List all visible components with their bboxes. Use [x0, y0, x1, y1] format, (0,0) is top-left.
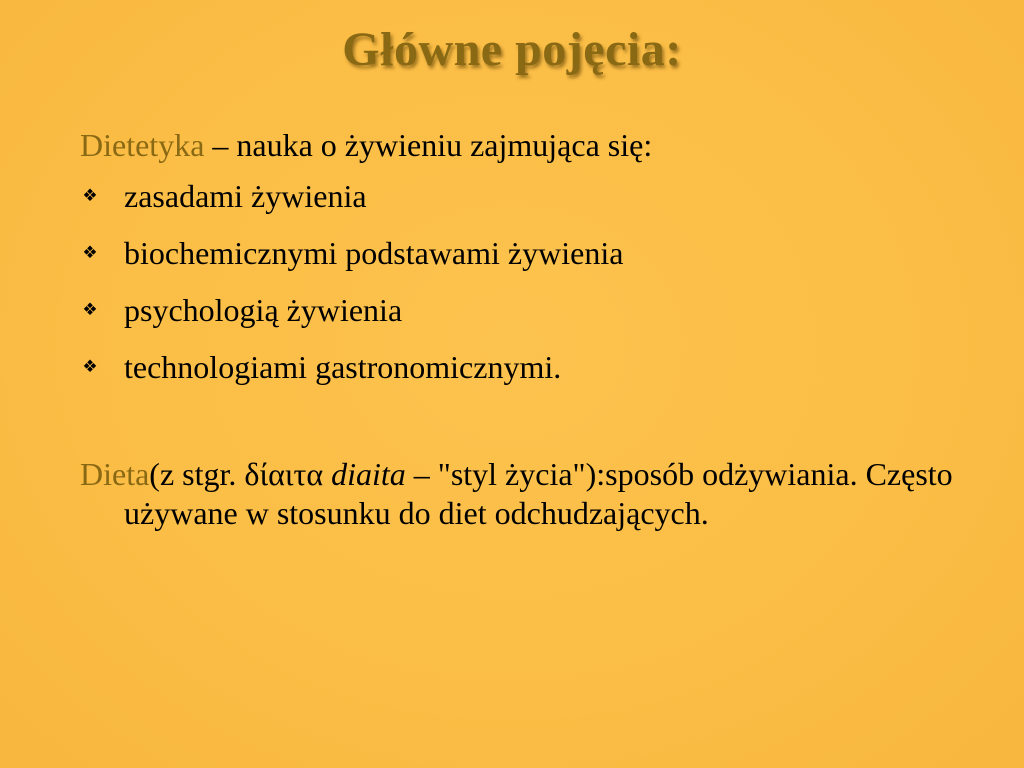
definition-text-part2: – "styl życia"):sposób odżywiania. Często używane w stosunku do diet odchudzających. — [124, 456, 953, 532]
four-diamond-bullet-icon: ❖ — [82, 243, 98, 263]
bullet-list — [80, 172, 960, 400]
list-item-text: zasadami żywienia — [124, 178, 367, 215]
list-item — [80, 286, 960, 343]
term-dieta: Dieta — [80, 456, 150, 493]
list-item-text: biochemicznymi podstawami żywienia — [124, 235, 624, 272]
four-diamond-bullet-icon: ❖ — [82, 300, 98, 320]
definition-paragraph — [80, 455, 960, 533]
list-item — [80, 343, 960, 400]
intro-paragraph — [80, 126, 960, 164]
intro-text: – nauka o żywieniu zajmująca się: — [204, 127, 653, 163]
definition-italic-term: diaita — [331, 456, 406, 493]
definition-text-part1: (z stgr. δίαιτα — [149, 456, 332, 493]
slide-title: Główne pojęcia: — [342, 23, 682, 76]
list-item — [80, 172, 960, 229]
four-diamond-bullet-icon: ❖ — [82, 357, 98, 377]
slide-body — [80, 126, 960, 533]
list-item-text: psychologią żywienia — [124, 292, 403, 329]
four-diamond-bullet-icon: ❖ — [82, 186, 98, 206]
term-dietetyka: Dietetyka — [80, 127, 205, 163]
list-item — [80, 229, 960, 286]
list-item-text: technologiami gastronomicznymi. — [124, 349, 562, 386]
